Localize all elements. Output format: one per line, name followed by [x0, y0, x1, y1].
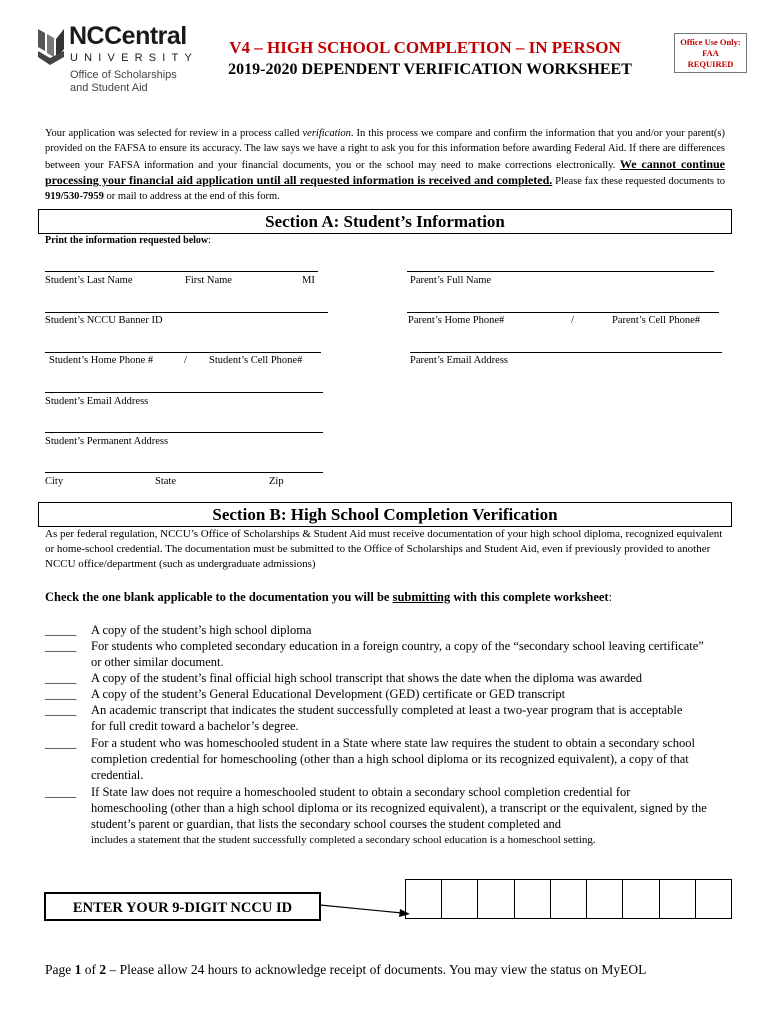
label-parent-phone-slash: / [571, 315, 574, 326]
section-a-title: Section A: Student’s Information [265, 212, 505, 231]
university-logo-mark [36, 27, 66, 67]
section-b-header [38, 502, 732, 527]
section-b-title: Section B: High School Completion Verification [212, 505, 558, 524]
section-b-intro: As per federal regulation, NCCU’s Office of Scholarships & Student Aid must receive documentation of your high school diploma, recognized equivalent or home-school credential. The documentation must be submitted to the Office of Scholarships and Student Aid, even if previously provided to another NCCU office/department (such as undergraduate admissions) [45, 528, 723, 570]
check-pre: Check the one blank applicable to the documentation you will be [45, 590, 393, 604]
option-text: For students who completed secondary education in a foreign country, a copy of the “secondary school leaving certificate” or other similar document. [91, 639, 704, 670]
option-blank[interactable]: _____ [45, 785, 77, 799]
nccu-id-label: ENTER YOUR 9-DIGIT NCCU ID [72, 900, 293, 916]
logo-text [69, 22, 187, 51]
label-student-email: Student’s Email Address [45, 396, 149, 407]
student-phone-line[interactable] [45, 352, 321, 353]
footer-note: – Please allow 24 hours to acknowledge receipt of documents. You may view the status on MyEOL [106, 962, 647, 977]
logo-office-line1: Office of Scholarships [70, 69, 177, 81]
id-digit-cell-9[interactable] [696, 880, 731, 918]
label-parent-home-phone: Parent’s Home Phone# [408, 315, 505, 326]
label-parent-name: Parent’s Full Name [410, 275, 492, 286]
label-student-phone-slash: / [184, 355, 187, 366]
label-cell-phone: Student’s Cell Phone# [209, 355, 303, 366]
student-email-line[interactable] [45, 392, 323, 393]
id-digit-cell-8[interactable] [660, 880, 696, 918]
option-blank[interactable]: _____ [45, 623, 77, 637]
office-use-faa: FAA [702, 48, 719, 58]
intro-text-4: or mail to address at the end of this form. [103, 191, 280, 203]
logo-office-line2: and Student Aid [70, 82, 148, 94]
parent-name-line[interactable] [407, 271, 714, 272]
option-transcript[interactable] [45, 670, 735, 686]
page-footer [45, 962, 646, 978]
check-instruction [45, 590, 612, 605]
logo-name: NCCentral [69, 22, 187, 50]
instruction-bold: Print the information requested below [45, 235, 209, 246]
intro-warning: We cannot continue processing your financial aid application until all requested information is received and completed. [45, 156, 725, 187]
footer-page-total: 2 [99, 962, 107, 977]
check-submitting: submitting [392, 590, 451, 604]
arrow-icon [320, 896, 412, 920]
logo-office [70, 69, 177, 95]
intro-text-2: . In this process we compare and confirm the information that you and/or your parent(s) provided on the FAFSA to ensure its accuracy. The law says we have a right to ask you for this information before awarding Federal Aid. If there are differences between your FAFSA information and your financial documents, you or the school may need to make corrections electronically. [45, 128, 726, 171]
last-name-line[interactable] [45, 271, 318, 272]
office-use-label: Office Use Only: [680, 37, 741, 47]
intro-paragraph [45, 126, 725, 204]
option-foreign-certificate[interactable] [45, 638, 735, 670]
option-ged[interactable] [45, 686, 735, 702]
fax-number: 919/530-7959 [45, 191, 104, 203]
check-post: with this complete worksheet [450, 590, 609, 604]
footer-page-label: Page [45, 962, 75, 977]
label-banner-id: Student’s NCCU Banner ID [45, 315, 163, 326]
label-mi: MI [302, 275, 315, 286]
footer-of: of [81, 962, 100, 977]
option-homeschool-statement: includes a statement that the student successfully completed a secondary school education is a homeschool setting. [91, 834, 596, 846]
id-digit-cell-1[interactable] [406, 880, 442, 918]
label-parent-cell-phone: Parent’s Cell Phone# [612, 315, 701, 326]
option-text: A copy of the student’s final official high school transcript that shows the date when the diploma was awarded [91, 671, 643, 685]
option-blank[interactable]: _____ [45, 703, 77, 717]
label-first-name: First Name [185, 275, 232, 286]
label-city: City [45, 476, 64, 487]
logo-university: UNIVERSITY [70, 52, 199, 64]
label-home-phone: Student’s Home Phone # [49, 355, 154, 366]
intro-text-3: Please fax these requested documents to [552, 175, 725, 187]
office-use-required: REQUIRED [687, 59, 734, 69]
label-address: Student’s Permanent Address [45, 436, 169, 447]
option-blank[interactable]: _____ [45, 687, 77, 701]
id-digit-cell-6[interactable] [587, 880, 623, 918]
option-text: A copy of the student’s high school diploma [91, 623, 312, 637]
section-a-header [38, 209, 732, 234]
label-state: State [155, 476, 176, 487]
office-use-box [674, 33, 747, 73]
option-academic-transcript[interactable] [45, 702, 735, 735]
banner-id-line[interactable] [45, 312, 328, 313]
label-parent-email: Parent’s Email Address [410, 355, 508, 366]
city-state-zip-line[interactable] [45, 472, 323, 473]
option-homeschool-credential[interactable] [45, 735, 735, 784]
address-line[interactable] [45, 432, 323, 433]
nccu-id-label-box [44, 892, 321, 921]
section-a-instruction [45, 235, 211, 246]
option-text: If State law does not require a homeschooled student to obtain a secondary school completion credential for homeschooling (other than a high school diploma or its recognized equivalent), a transcript or the equivalent, signed by the student’s parent or guardian, that lists the secondary school courses the student completed and [91, 785, 707, 832]
id-digit-cell-4[interactable] [515, 880, 551, 918]
label-zip: Zip [269, 476, 284, 487]
footer-page-number: 1 [74, 962, 82, 977]
nccu-id-grid [405, 879, 732, 919]
intro-verification: verification [302, 128, 351, 139]
option-text: An academic transcript that indicates the student successfully completed at least a two-year program that is acceptable for full credit toward a bachelor’s degree. [91, 703, 683, 734]
parent-phone-line[interactable] [407, 312, 719, 313]
option-text: A copy of the student’s General Educational Development (GED) certificate or GED transcript [91, 687, 566, 701]
page-subtitle: 2019-2020 DEPENDENT VERIFICATION WORKSHEET [228, 61, 632, 78]
option-diploma[interactable] [45, 622, 735, 638]
intro-text-1: Your application was selected for review in a process called [45, 128, 303, 139]
id-digit-cell-2[interactable] [442, 880, 478, 918]
label-last-name: Student’s Last Name [45, 275, 133, 286]
id-digit-cell-5[interactable] [551, 880, 587, 918]
parent-email-line[interactable] [410, 352, 722, 353]
check-colon: : [608, 590, 613, 604]
option-blank[interactable]: _____ [45, 671, 77, 685]
option-blank[interactable]: _____ [45, 639, 77, 653]
instruction-colon: : [208, 235, 211, 246]
id-digit-cell-7[interactable] [623, 880, 659, 918]
id-digit-cell-3[interactable] [478, 880, 514, 918]
page-title: V4 – HIGH SCHOOL COMPLETION – IN PERSON [229, 38, 621, 57]
option-blank[interactable]: _____ [45, 736, 77, 750]
option-text: For a student who was homeschooled student in a State where state law requires the student to obtain a secondary school completion credential for homeschooling (other than a high school diploma or its recognized equivalent), a copy of that credential. [91, 736, 696, 783]
